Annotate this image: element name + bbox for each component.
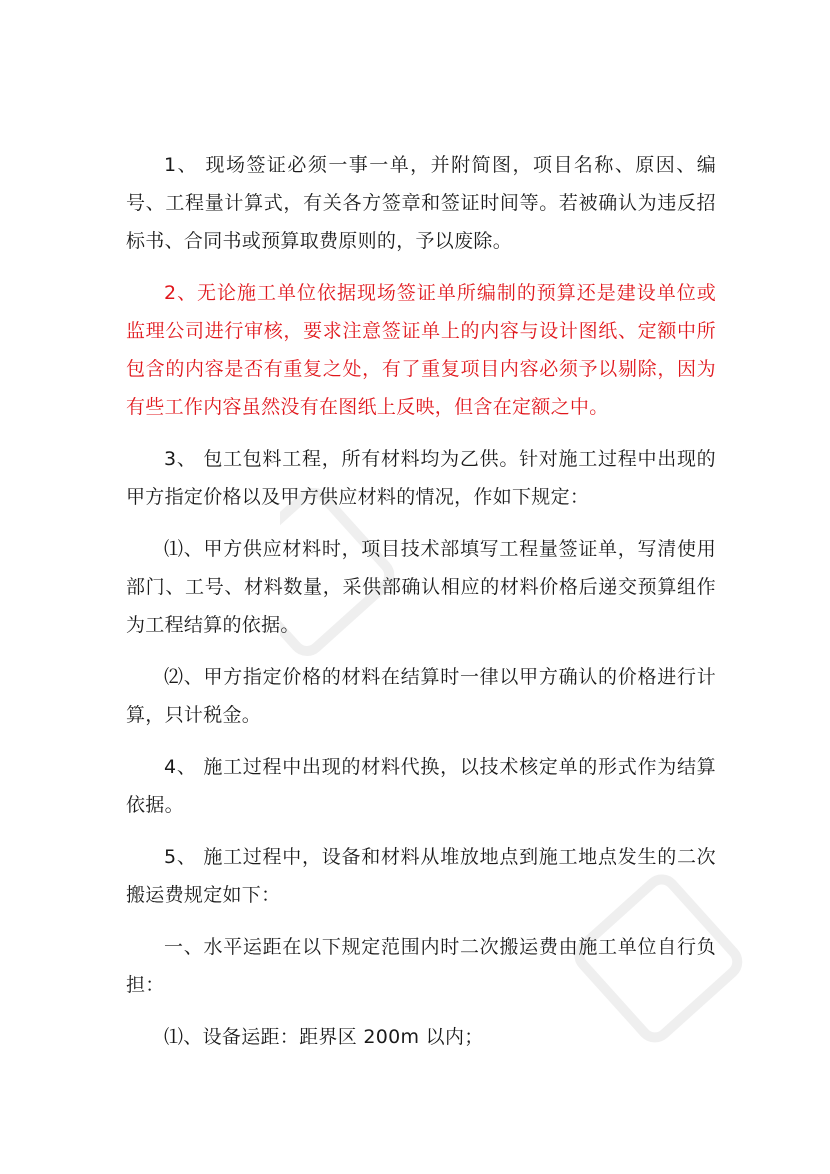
paragraph-2-highlighted: 2、无论施工单位依据现场签证单所编制的预算还是建设单位或监理公司进行审核，要求注意签证单上的内容与设计图纸、定额中所包含的内容是否有重复之处，有了重复项目内容必须予以剔除，因为有些工作内容虽然没有在图纸上反映，但含在定额之中。 xyxy=(126,282,716,418)
paragraph-5-section-1-item-1: ⑴、设备运距：距界区 200m 以内； xyxy=(164,1026,484,1048)
paragraph-1: 1、 现场签证必须一事一单，并附简图，项目名称、原因、编号、工程量计算式，有关各方签章和签证时间等。若被确认为违反招标书、合同书或预算取费原则的，予以废除。 xyxy=(126,154,716,252)
paragraph-5: 5、 施工过程中，设备和材料从堆放地点到施工地点发生的二次搬运费规定如下： xyxy=(126,846,716,906)
paragraph-3-item-2: ⑵、甲方指定价格的材料在结算时一律以甲方确认的价格进行计算，只计税金。 xyxy=(126,666,716,726)
paragraph-5-section-1: 一、水平运距在以下规定范围内时二次搬运费由施工单位自行负担： xyxy=(126,936,716,996)
paragraph-3-item-1: ⑴、甲方供应材料时，项目技术部填写工程量签证单，写清使用部门、工号、材料数量，采供部确认相应的材料价格后递交预算组作为工程结算的依据。 xyxy=(126,538,716,636)
paragraph-3: 3、 包工包料工程，所有材料均为乙供。针对施工过程中出现的甲方指定价格以及甲方供应材料的情况，作如下规定： xyxy=(126,448,716,508)
document-body xyxy=(126,146,716,1056)
paragraph-4: 4、 施工过程中出现的材料代换，以技术核定单的形式作为结算依据。 xyxy=(126,756,716,816)
